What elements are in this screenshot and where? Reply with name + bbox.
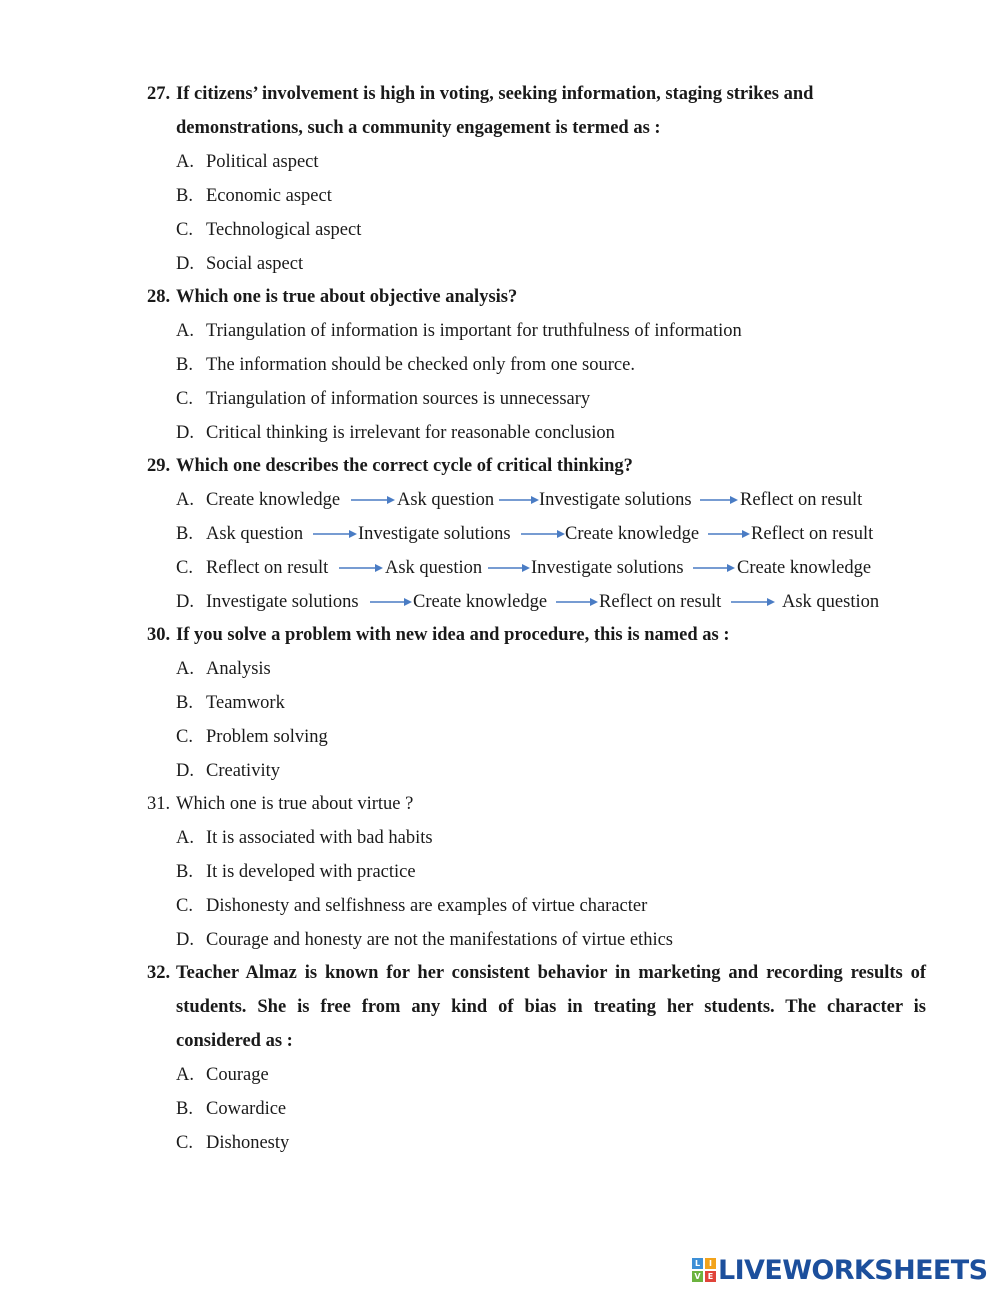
question-32-continued: students. She is free from any kind of bias in treating her students. The character is [176, 997, 926, 1017]
logo-tile: V [692, 1271, 703, 1282]
option-27-b[interactable]: B. Economic aspect [176, 186, 332, 206]
option-30-a[interactable]: A. Analysis [176, 659, 271, 679]
option-27-d[interactable]: D. Social aspect [176, 254, 304, 274]
cycle-step: Ask question [206, 524, 304, 544]
question-32-continued-2: considered as : [176, 1031, 293, 1051]
question-number: 31. [147, 794, 171, 814]
cycle-step: Ask question [397, 490, 495, 510]
question-30 [147, 623, 730, 647]
logo-tile: I [705, 1258, 716, 1269]
cycle-step: Create knowledge [413, 592, 548, 612]
cycle-step: Reflect on result [740, 490, 863, 510]
option-31-a[interactable]: A. It is associated with bad habits [176, 828, 433, 848]
cycle-step: Investigate solutions [206, 592, 359, 612]
question-number: 27. [147, 84, 171, 104]
option-30-b[interactable]: B. Teamwork [176, 693, 285, 713]
question-number: 28. [147, 287, 171, 307]
cycle-step: Investigate solutions [539, 490, 692, 510]
arrow-right-icon [693, 562, 735, 574]
arrow-right-icon [488, 562, 530, 574]
option-31-d[interactable]: D. Courage and honesty are not the manifestations of virtue ethics [176, 930, 673, 950]
logo-grid-icon [692, 1258, 716, 1282]
option-letter: B. [176, 524, 193, 544]
arrow-right-icon [521, 528, 565, 540]
option-27-a[interactable]: A. Political aspect [176, 152, 319, 172]
question-number: 30. [147, 625, 171, 645]
arrow-right-icon [351, 494, 395, 506]
question-text: If citizens’ involvement is high in voting, seeking information, staging strikes and [176, 84, 814, 104]
option-letter: A. [176, 490, 194, 510]
cycle-step: Ask question [782, 592, 880, 612]
logo-tile: L [692, 1258, 703, 1269]
arrow-right-icon [499, 494, 539, 506]
arrow-right-icon [339, 562, 383, 574]
option-30-d[interactable]: D. Creativity [176, 761, 280, 781]
cycle-step: Reflect on result [599, 592, 722, 612]
cycle-step: Create knowledge [206, 490, 341, 510]
logo-tile: E [705, 1271, 716, 1282]
brand-name: LIVEWORKSHEETS [718, 1254, 988, 1286]
option-28-b[interactable]: B. The information should be checked only from one source. [176, 355, 635, 375]
cycle-step: Reflect on result [206, 558, 329, 578]
question-text: Which one is true about virtue ? [176, 794, 414, 814]
option-32-a[interactable]: A. Courage [176, 1065, 269, 1085]
cycle-step: Investigate solutions [358, 524, 511, 544]
option-letter: C. [176, 558, 193, 578]
liveworksheets-logo[interactable] [692, 1253, 987, 1287]
cycle-step: Create knowledge [737, 558, 872, 578]
question-31 [147, 792, 413, 816]
cycle-step: Create knowledge [565, 524, 700, 544]
arrow-right-icon [313, 528, 357, 540]
question-32 [147, 961, 926, 985]
question-29 [147, 454, 633, 478]
question-text: Which one describes the correct cycle of critical thinking? [176, 456, 633, 476]
option-32-c[interactable]: C. Dishonesty [176, 1133, 290, 1153]
option-31-c[interactable]: C. Dishonesty and selfishness are examples of virtue character [176, 896, 648, 916]
cycle-step: Reflect on result [751, 524, 874, 544]
cycle-step: Investigate solutions [531, 558, 684, 578]
option-28-a[interactable]: A. Triangulation of information is important for truthfulness of information [176, 321, 742, 341]
arrow-right-icon [700, 494, 738, 506]
arrow-right-icon [370, 596, 412, 608]
question-number: 29. [147, 456, 171, 476]
option-27-c[interactable]: C. Technological aspect [176, 220, 362, 240]
question-27-continued: demonstrations, such a community engagement is termed as : [176, 118, 661, 138]
question-27 [147, 82, 813, 106]
option-32-b[interactable]: B. Cowardice [176, 1099, 287, 1119]
arrow-right-icon [556, 596, 598, 608]
question-number: 32. [147, 963, 171, 983]
arrow-right-icon [708, 528, 750, 540]
question-28 [147, 285, 517, 309]
question-text: Which one is true about objective analysis? [176, 287, 518, 307]
arrow-right-icon [731, 596, 775, 608]
option-31-b[interactable]: B. It is developed with practice [176, 862, 416, 882]
option-letter: D. [176, 592, 194, 612]
option-30-c[interactable]: C. Problem solving [176, 727, 328, 747]
question-text: If you solve a problem with new idea and procedure, this is named as : [176, 625, 730, 645]
cycle-step: Ask question [385, 558, 483, 578]
option-28-d[interactable]: D. Critical thinking is irrelevant for reasonable conclusion [176, 423, 615, 443]
option-28-c[interactable]: C. Triangulation of information sources is unnecessary [176, 389, 591, 409]
question-text: Teacher Almaz is known for her consistent behavior in marketing and recording results of [176, 963, 926, 983]
